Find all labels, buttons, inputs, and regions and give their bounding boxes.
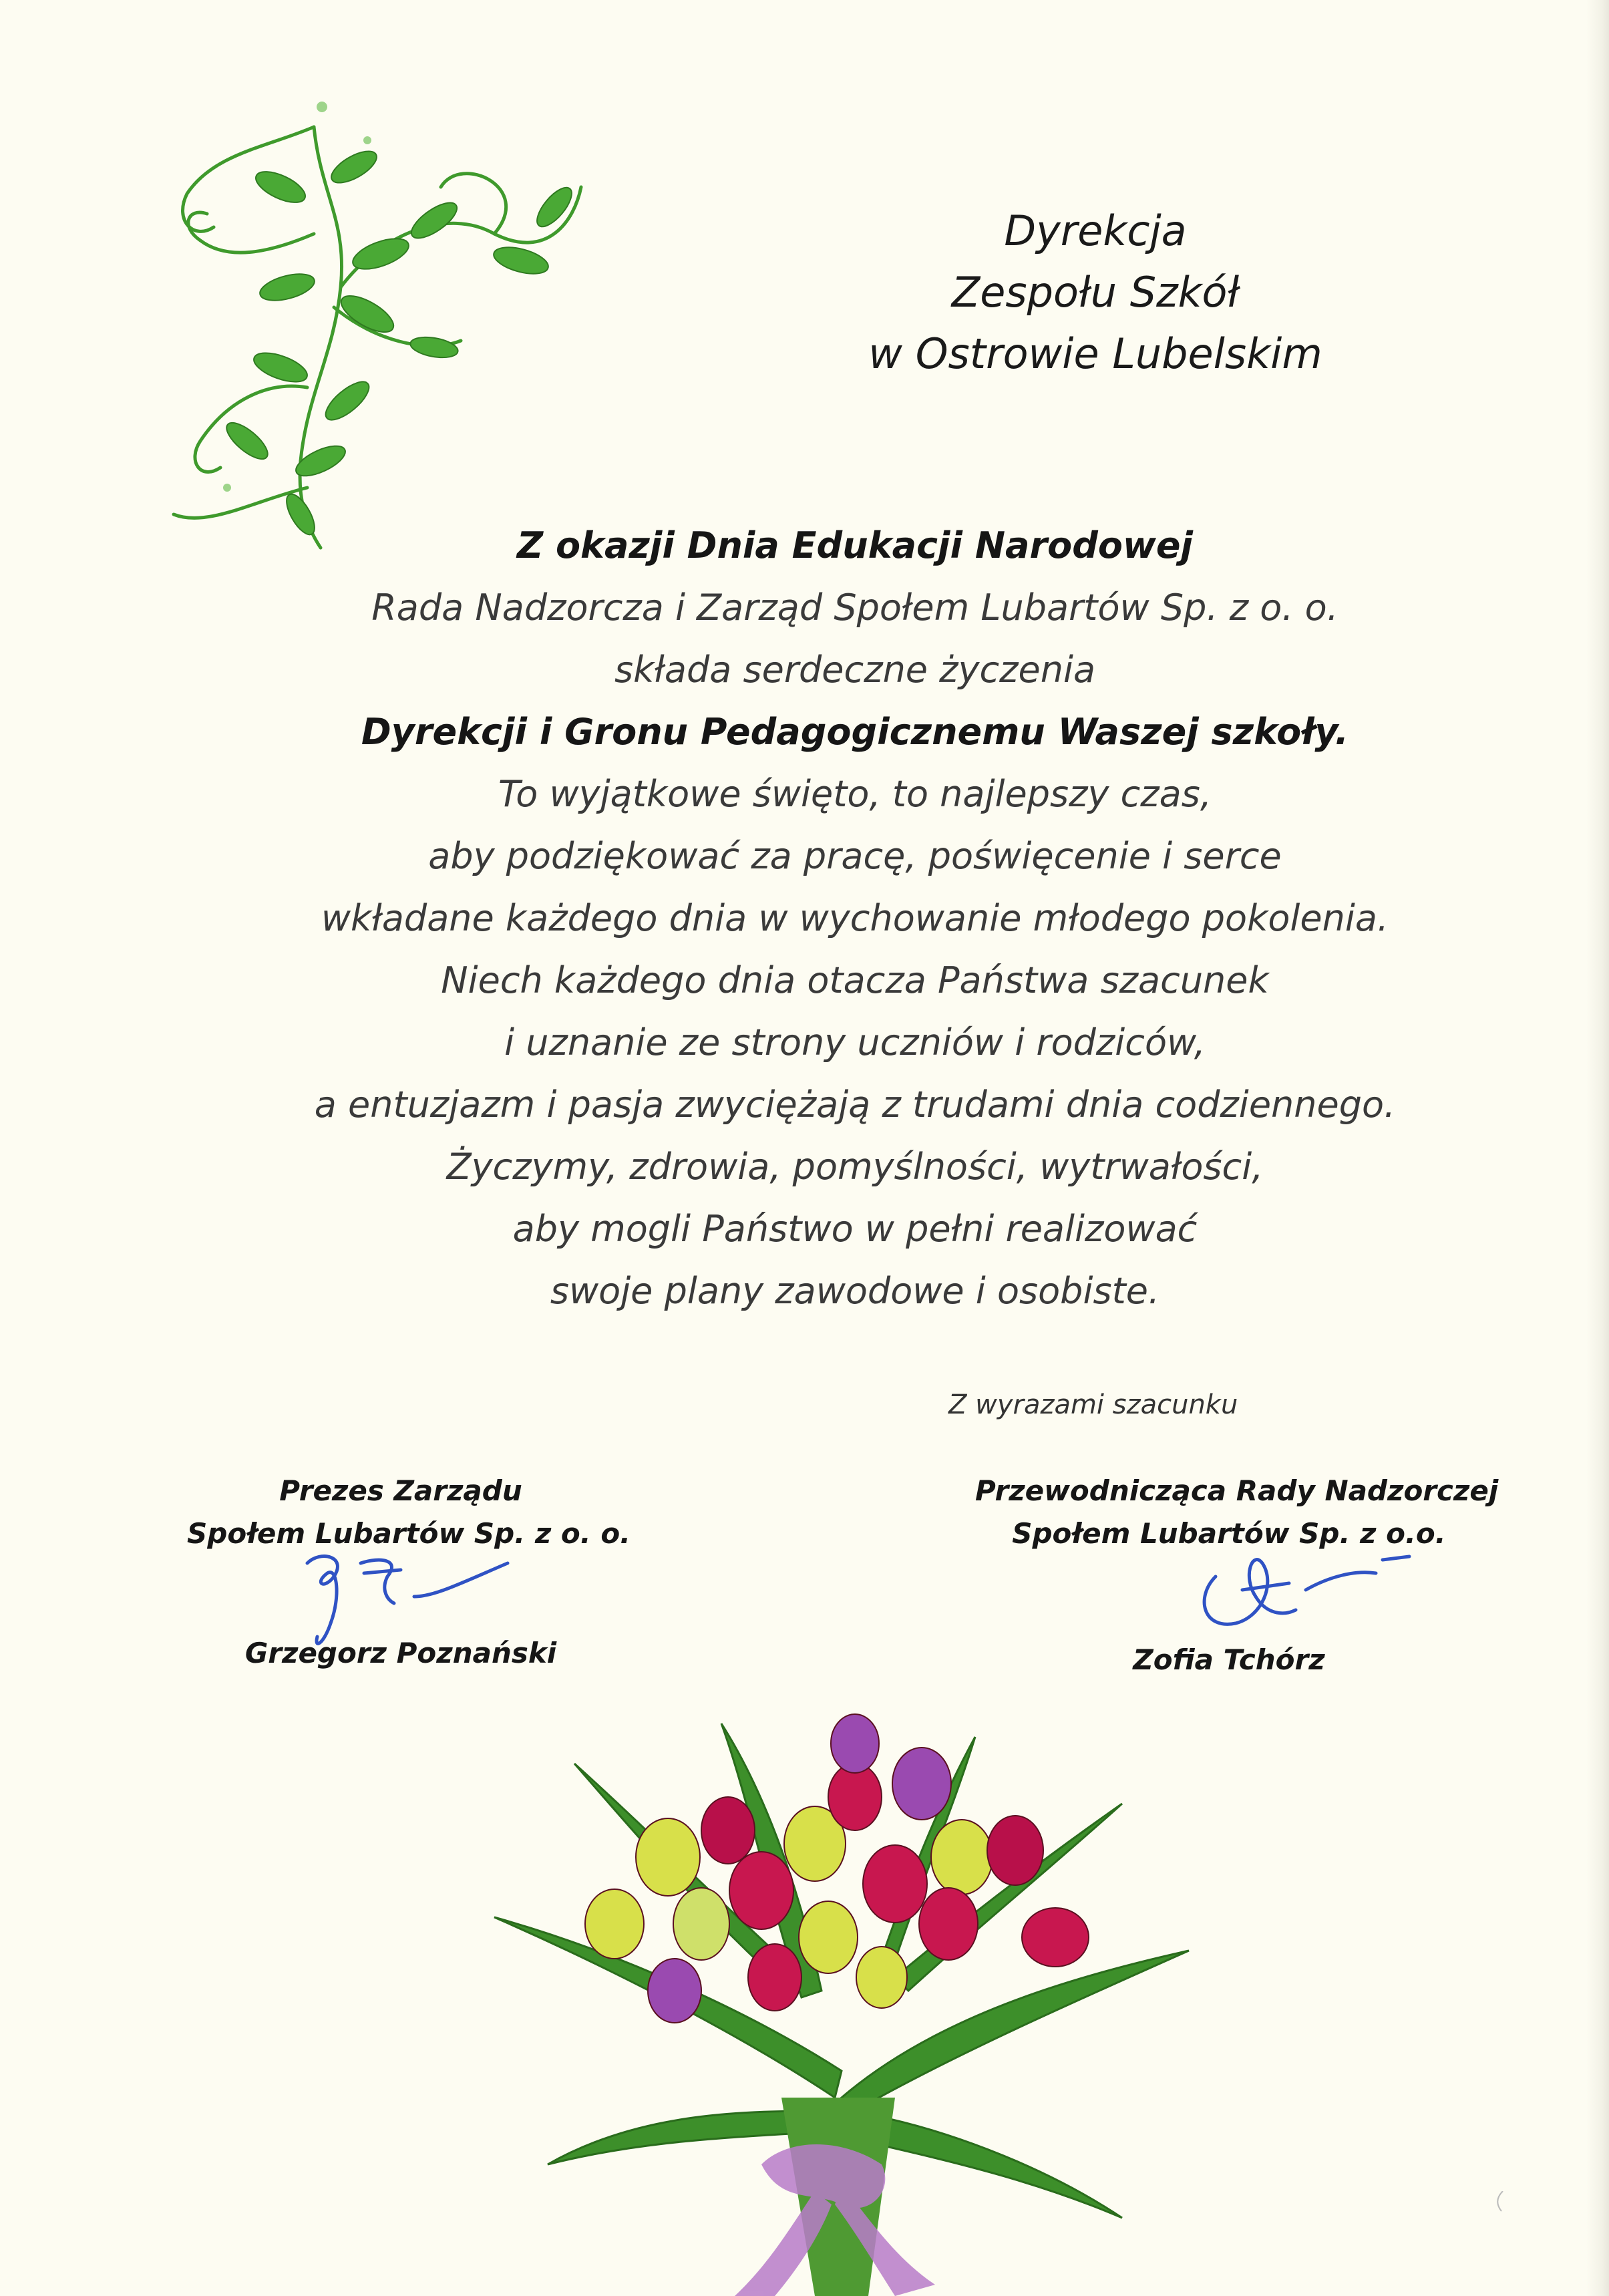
- leaf: [336, 289, 399, 339]
- leaf: [491, 242, 551, 279]
- tulip-pink: [701, 1797, 755, 1864]
- dew-drop: [363, 136, 371, 144]
- right-title-line-2: Społem Lubartów Sp. z o.o.: [1012, 1517, 1446, 1550]
- occasion-heading: Z okazji Dnia Edukacji Narodowej: [517, 524, 1193, 566]
- handwritten-signature-right: [1189, 1536, 1416, 1657]
- leaf: [252, 166, 310, 209]
- recipient-line-1: Dyrekcja: [1004, 206, 1187, 255]
- recipient-block: [775, 200, 1416, 385]
- body-line: Rada Nadzorcza i Zarząd Społem Lubartów Sp. z o. o.: [371, 587, 1338, 629]
- body-line: aby podziękować za pracę, poświęcenie i serce: [428, 835, 1282, 877]
- tulip-yellow: [799, 1901, 858, 1973]
- body-line: a entuzjazm i pasja zwyciężają z trudami dnia codziennego.: [314, 1084, 1396, 1126]
- tulip-yellow: [636, 1818, 700, 1896]
- body-line: Niech każdego dnia otacza Państwa szacunek: [441, 959, 1269, 1001]
- leaf: [406, 196, 462, 244]
- tulip-pink: [987, 1816, 1043, 1885]
- leaf-vine-ornament-icon: [147, 87, 614, 568]
- main-vine: [300, 127, 342, 548]
- tulip-yellow: [673, 1888, 729, 1960]
- leaf: [531, 182, 577, 232]
- addressee-line: Dyrekcji i Gronu Pedagogicznemu Waszej szkoły.: [361, 711, 1349, 753]
- recipient-line-3: w Ostrowie Lubelskim: [868, 329, 1322, 378]
- tulip-purple: [648, 1959, 701, 2023]
- body-line: składa serdeczne życzenia: [614, 649, 1096, 691]
- leaf: [221, 417, 273, 465]
- dew-drop: [223, 484, 231, 492]
- left-signatory-name: Grzegorz Poznański: [244, 1637, 557, 1669]
- tulip-yellow: [585, 1889, 644, 1959]
- recipient-line-2: Zespołu Szkół: [951, 268, 1240, 317]
- body-line: aby mogli Państwo w pełni realizować: [512, 1208, 1198, 1250]
- body-line: i uznanie ze strony uczniów i rodziców,: [504, 1021, 1206, 1063]
- tulip-yellow: [931, 1820, 993, 1895]
- left-title-line-1: Prezes Zarządu: [279, 1474, 522, 1507]
- greeting-body: [227, 514, 1483, 1322]
- tulip-bouquet-icon: [468, 1697, 1202, 2296]
- paper-mark: [1489, 2191, 1509, 2218]
- tulip-purple: [831, 1714, 879, 1773]
- tulip-yellow: [856, 1947, 907, 2008]
- page-shadow-edge: [1586, 0, 1609, 2296]
- tulips: [585, 1714, 1089, 2023]
- leaf: [327, 145, 381, 189]
- tulip-pink: [729, 1852, 793, 1929]
- tulip-pink: [748, 1944, 801, 2011]
- leaf: [349, 232, 412, 275]
- right-signatory-name: Zofia Tchórz: [1133, 1643, 1325, 1676]
- closing-phrase: Z wyrazami szacunku: [948, 1389, 1238, 1420]
- body-line: To wyjątkowe święto, to najlepszy czas,: [498, 773, 1212, 815]
- leaf: [250, 347, 311, 388]
- vine-curl-mid: [188, 212, 314, 253]
- right-title-line-1: Przewodnicząca Rady Nadzorczej: [975, 1474, 1499, 1507]
- leaf: [292, 440, 349, 482]
- body-line: wkładane każdego dnia w wychowanie młodego pokolenia.: [321, 897, 1389, 939]
- leaf: [320, 375, 375, 426]
- leaf: [257, 269, 317, 306]
- tulip-purple: [892, 1748, 951, 1820]
- vine-curl-left: [183, 127, 314, 231]
- body-line: swoje plany zawodowe i osobiste.: [550, 1270, 1160, 1312]
- dew-drop: [317, 102, 327, 112]
- left-title-line-2: Społem Lubartów Sp. z o. o.: [187, 1517, 631, 1550]
- body-line: Życzymy, zdrowia, pomyślności, wytrwałości,: [446, 1146, 1264, 1188]
- tulip-pink: [1022, 1908, 1089, 1967]
- tulip-pink: [863, 1845, 927, 1923]
- leaf: [409, 334, 460, 361]
- tulip-pink: [919, 1888, 978, 1960]
- vine-curl-low: [195, 386, 307, 472]
